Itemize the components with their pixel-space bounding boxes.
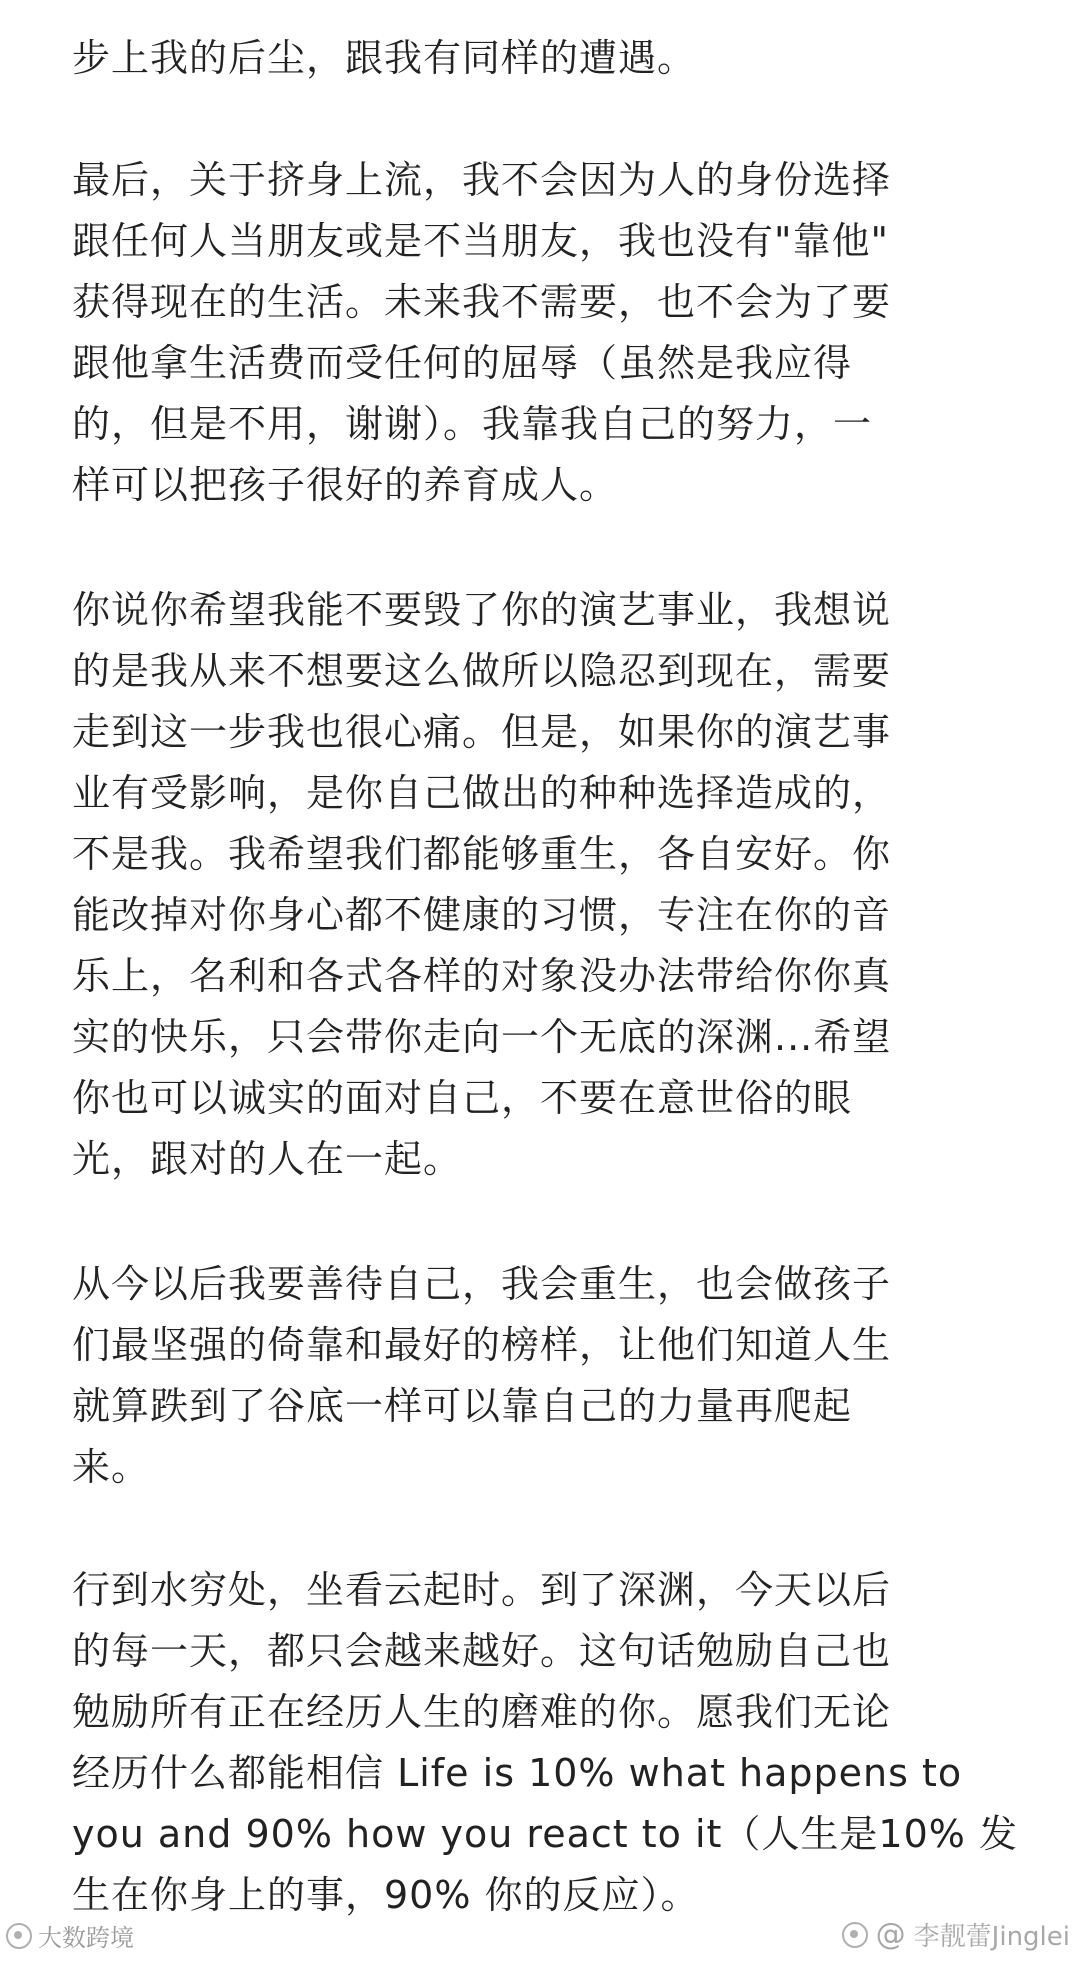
text-line: 最后，关于挤身上流，我不会因为人的身份选择 <box>72 158 892 202</box>
text-line: 勉励所有正在经历人生的磨难的你。愿我们无论 <box>72 1690 892 1734</box>
text-line: 实的快乐，只会带你走向一个无底的深渊...希望 <box>72 1015 892 1059</box>
text-line: 乐上，名利和各式各样的对象没办法带给你你真 <box>72 954 892 998</box>
text-line: 生在你身上的事，90% 你的反应）。 <box>72 1873 700 1917</box>
text-line: 不是我。我希望我们都能够重生，各自安好。你 <box>72 832 892 876</box>
watermark-right-text: 李靓蕾Jinglei <box>913 1922 1070 1952</box>
text-line: 的每一天，都只会越来越好。这句话勉励自己也 <box>72 1629 892 1673</box>
text-line: 从今以后我要善待自己，我会重生，也会做孩子 <box>72 1262 892 1306</box>
text-line: 步上我的后尘，跟我有同样的遭遇。 <box>72 36 697 80</box>
text-line: you and 90% how you react to it（人生是10% 发 <box>72 1812 1018 1856</box>
text-line: 来。 <box>72 1445 151 1489</box>
watermark-left <box>6 1918 134 1953</box>
text-line: 业有受影响，是你自己做出的种种选择造成的， <box>72 771 892 815</box>
text-line: 你也可以诚实的面对自己，不要在意世俗的眼 <box>72 1076 853 1120</box>
watermark-left-text: 大数跨境 <box>38 1924 134 1952</box>
text-line: 获得现在的生活。未来我不需要，也不会为了要 <box>72 280 892 324</box>
text-line: 跟任何人当朋友或是不当朋友，我也没有"靠他" <box>72 219 889 263</box>
text-line: 们最坚强的倚靠和最好的榜样，让他们知道人生 <box>72 1323 892 1367</box>
text-line: 光，跟对的人在一起。 <box>72 1137 463 1181</box>
text-line: 你说你希望我能不要毁了你的演艺事业，我想说 <box>72 588 892 632</box>
paragraph-4 <box>72 1254 1032 1498</box>
text-line: 跟他拿生活费而受任何的屈辱（虽然是我应得 <box>72 341 853 385</box>
watermark-at-sign: @ <box>875 1917 906 1952</box>
text-line: 就算跌到了谷底一样可以靠自己的力量再爬起 <box>72 1384 853 1428</box>
text-line: 能改掉对你身心都不健康的习惯，专注在你的音 <box>72 893 892 937</box>
text-line: 的，但是不用，谢谢）。我靠我自己的努力，一 <box>72 402 873 446</box>
weibo-logo-icon <box>842 1922 868 1948</box>
paragraph-2 <box>72 150 1032 516</box>
text-line: 的是我从来不想要这么做所以隐忍到现在，需要 <box>72 649 892 693</box>
watermark-logo-icon <box>6 1923 32 1949</box>
text-line: 经历什么都能相信 Life is 10% what happens to <box>72 1751 963 1795</box>
paragraph-1 <box>72 28 1032 89</box>
text-line: 走到这一步我也很心痛。但是，如果你的演艺事 <box>72 710 892 754</box>
paragraph-5 <box>72 1560 1032 1926</box>
text-line: 样可以把孩子很好的养育成人。 <box>72 463 619 507</box>
watermark-right <box>842 1916 1070 1953</box>
paragraph-3 <box>72 580 1032 1190</box>
text-line: 行到水穷处，坐看云起时。到了深渊，今天以后 <box>72 1568 892 1612</box>
